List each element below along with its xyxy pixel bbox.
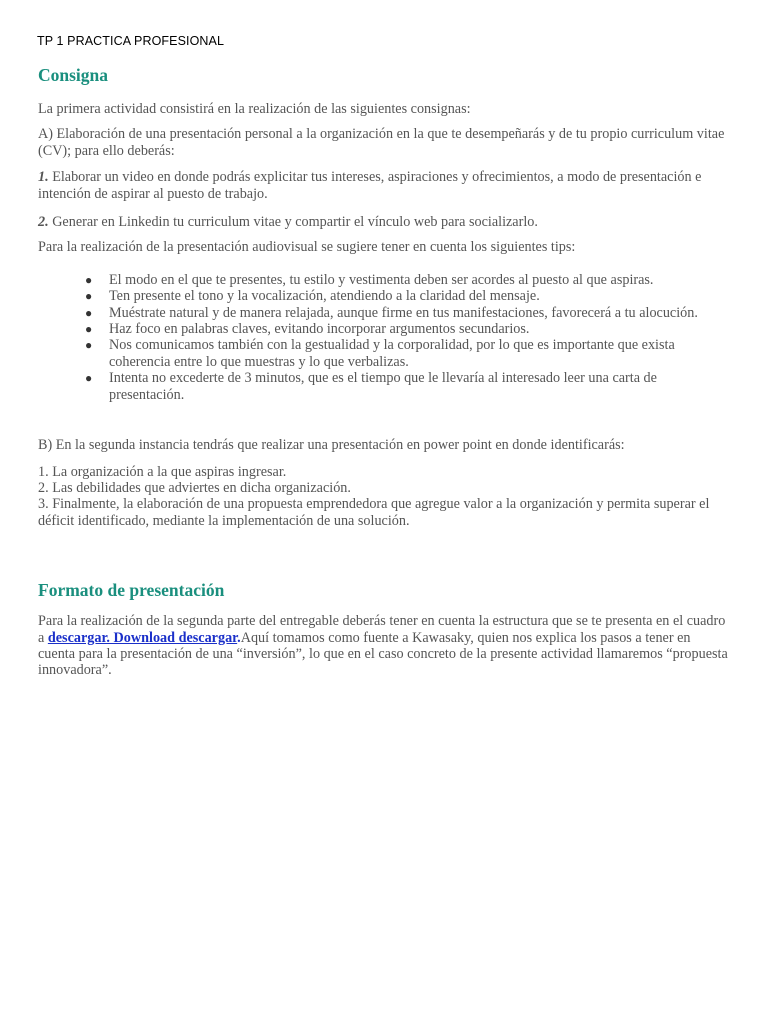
numbered-item: 1. La organización a la que aspiras ingresar. [38, 463, 287, 480]
section-title-consigna: Consigna [38, 65, 109, 85]
link-period: . [237, 629, 241, 646]
list-item [38, 305, 730, 321]
tip-text: Ten presente el tono y la vocalización, atendiendo a la claridad del mensaje. [109, 288, 540, 305]
tip-text: Muéstrate natural y de manera relajada, aunque firme en tus manifestaciones, favorecerá a tu alocución. [109, 304, 698, 321]
item-2-paragraph [38, 214, 730, 230]
paragraph-b: B) En la segunda instancia tendrás que realizar una presentación en power point en donde identificarás: [38, 437, 625, 454]
formato-text-before: Para la realización de la segunda parte del entregable deberás tener en cuenta la estructura que se te presenta en el cuadro a [38, 613, 726, 646]
bullet-icon: ● [85, 289, 93, 304]
bullet-icon: ● [85, 305, 93, 320]
paragraph-a: A) Elaboración de una presentación personal a la organización en la que te desempeñarás y de tu propio curriculum vitae (CV); para ello deberás: [38, 126, 725, 159]
tip-text: Nos comunicamos también con la gestualidad y la corporalidad, por lo que es importante que exista coherencia entre lo que muestras y lo que verbalizas. [109, 337, 675, 370]
bullet-icon: ● [85, 338, 93, 353]
bullet-icon: ● [85, 371, 93, 386]
section-title-formato: Formato de presentación [38, 580, 225, 601]
formato-paragraph [38, 613, 730, 679]
intro-paragraph: La primera actividad consistirá en la realización de las siguientes consignas: [38, 101, 471, 117]
item-1-number: 1. [38, 169, 49, 186]
document-header: TP 1 PRACTICA PROFESIONAL [37, 34, 225, 48]
list-item [38, 288, 730, 304]
tips-intro: Para la realización de la presentación audiovisual se sugiere tener en cuenta los siguientes tips: [38, 239, 576, 256]
item-2-number: 2. [38, 214, 49, 231]
list-item [38, 337, 730, 370]
tips-list [38, 272, 730, 403]
numbered-item: 2. Las debilidades que adviertes en dicha organización. [38, 479, 351, 496]
numbered-item: 3. Finalmente, la elaboración de una propuesta emprendedora que agregue valor a la organización y permita superar el déficit identificado, mediante la implementación de una solución. [38, 496, 710, 529]
item-1-text: Elaborar un video en donde podrás explicitar tus intereses, aspiraciones y ofrecimientos, a modo de presentación e intención de aspirar al puesto de trabajo. [38, 169, 702, 202]
tip-text: El modo en el que te presentes, tu estilo y vestimenta deben ser acordes al puesto al que aspiras. [109, 271, 654, 288]
document-body [38, 64, 730, 679]
list-item [38, 321, 730, 337]
bullet-icon: ● [85, 322, 93, 337]
formato-text-after: Aquí tomamos como fuente a Kawasaky, quien nos explica los pasos a tener en cuenta para la presentación de una “inversión”, lo que en el caso concreto de la presente actividad llamaremos “propuesta innovadora”. [38, 629, 728, 679]
bullet-icon: ● [85, 272, 93, 287]
download-link[interactable]: descargar. Download descargar [47, 629, 238, 646]
tip-text: Haz foco en palabras claves, evitando incorporar argumentos secundarios. [109, 321, 530, 338]
list-item [38, 370, 730, 403]
numbered-list [38, 464, 730, 530]
item-2-text: Generar en Linkedin tu curriculum vitae y compartir el vínculo web para socializarlo. [48, 214, 538, 231]
list-item [38, 272, 730, 288]
tip-text: Intenta no excederte de 3 minutos, que es el tiempo que le llevaría al interesado leer una carta de presentación. [109, 370, 657, 403]
item-1-paragraph [38, 169, 730, 202]
